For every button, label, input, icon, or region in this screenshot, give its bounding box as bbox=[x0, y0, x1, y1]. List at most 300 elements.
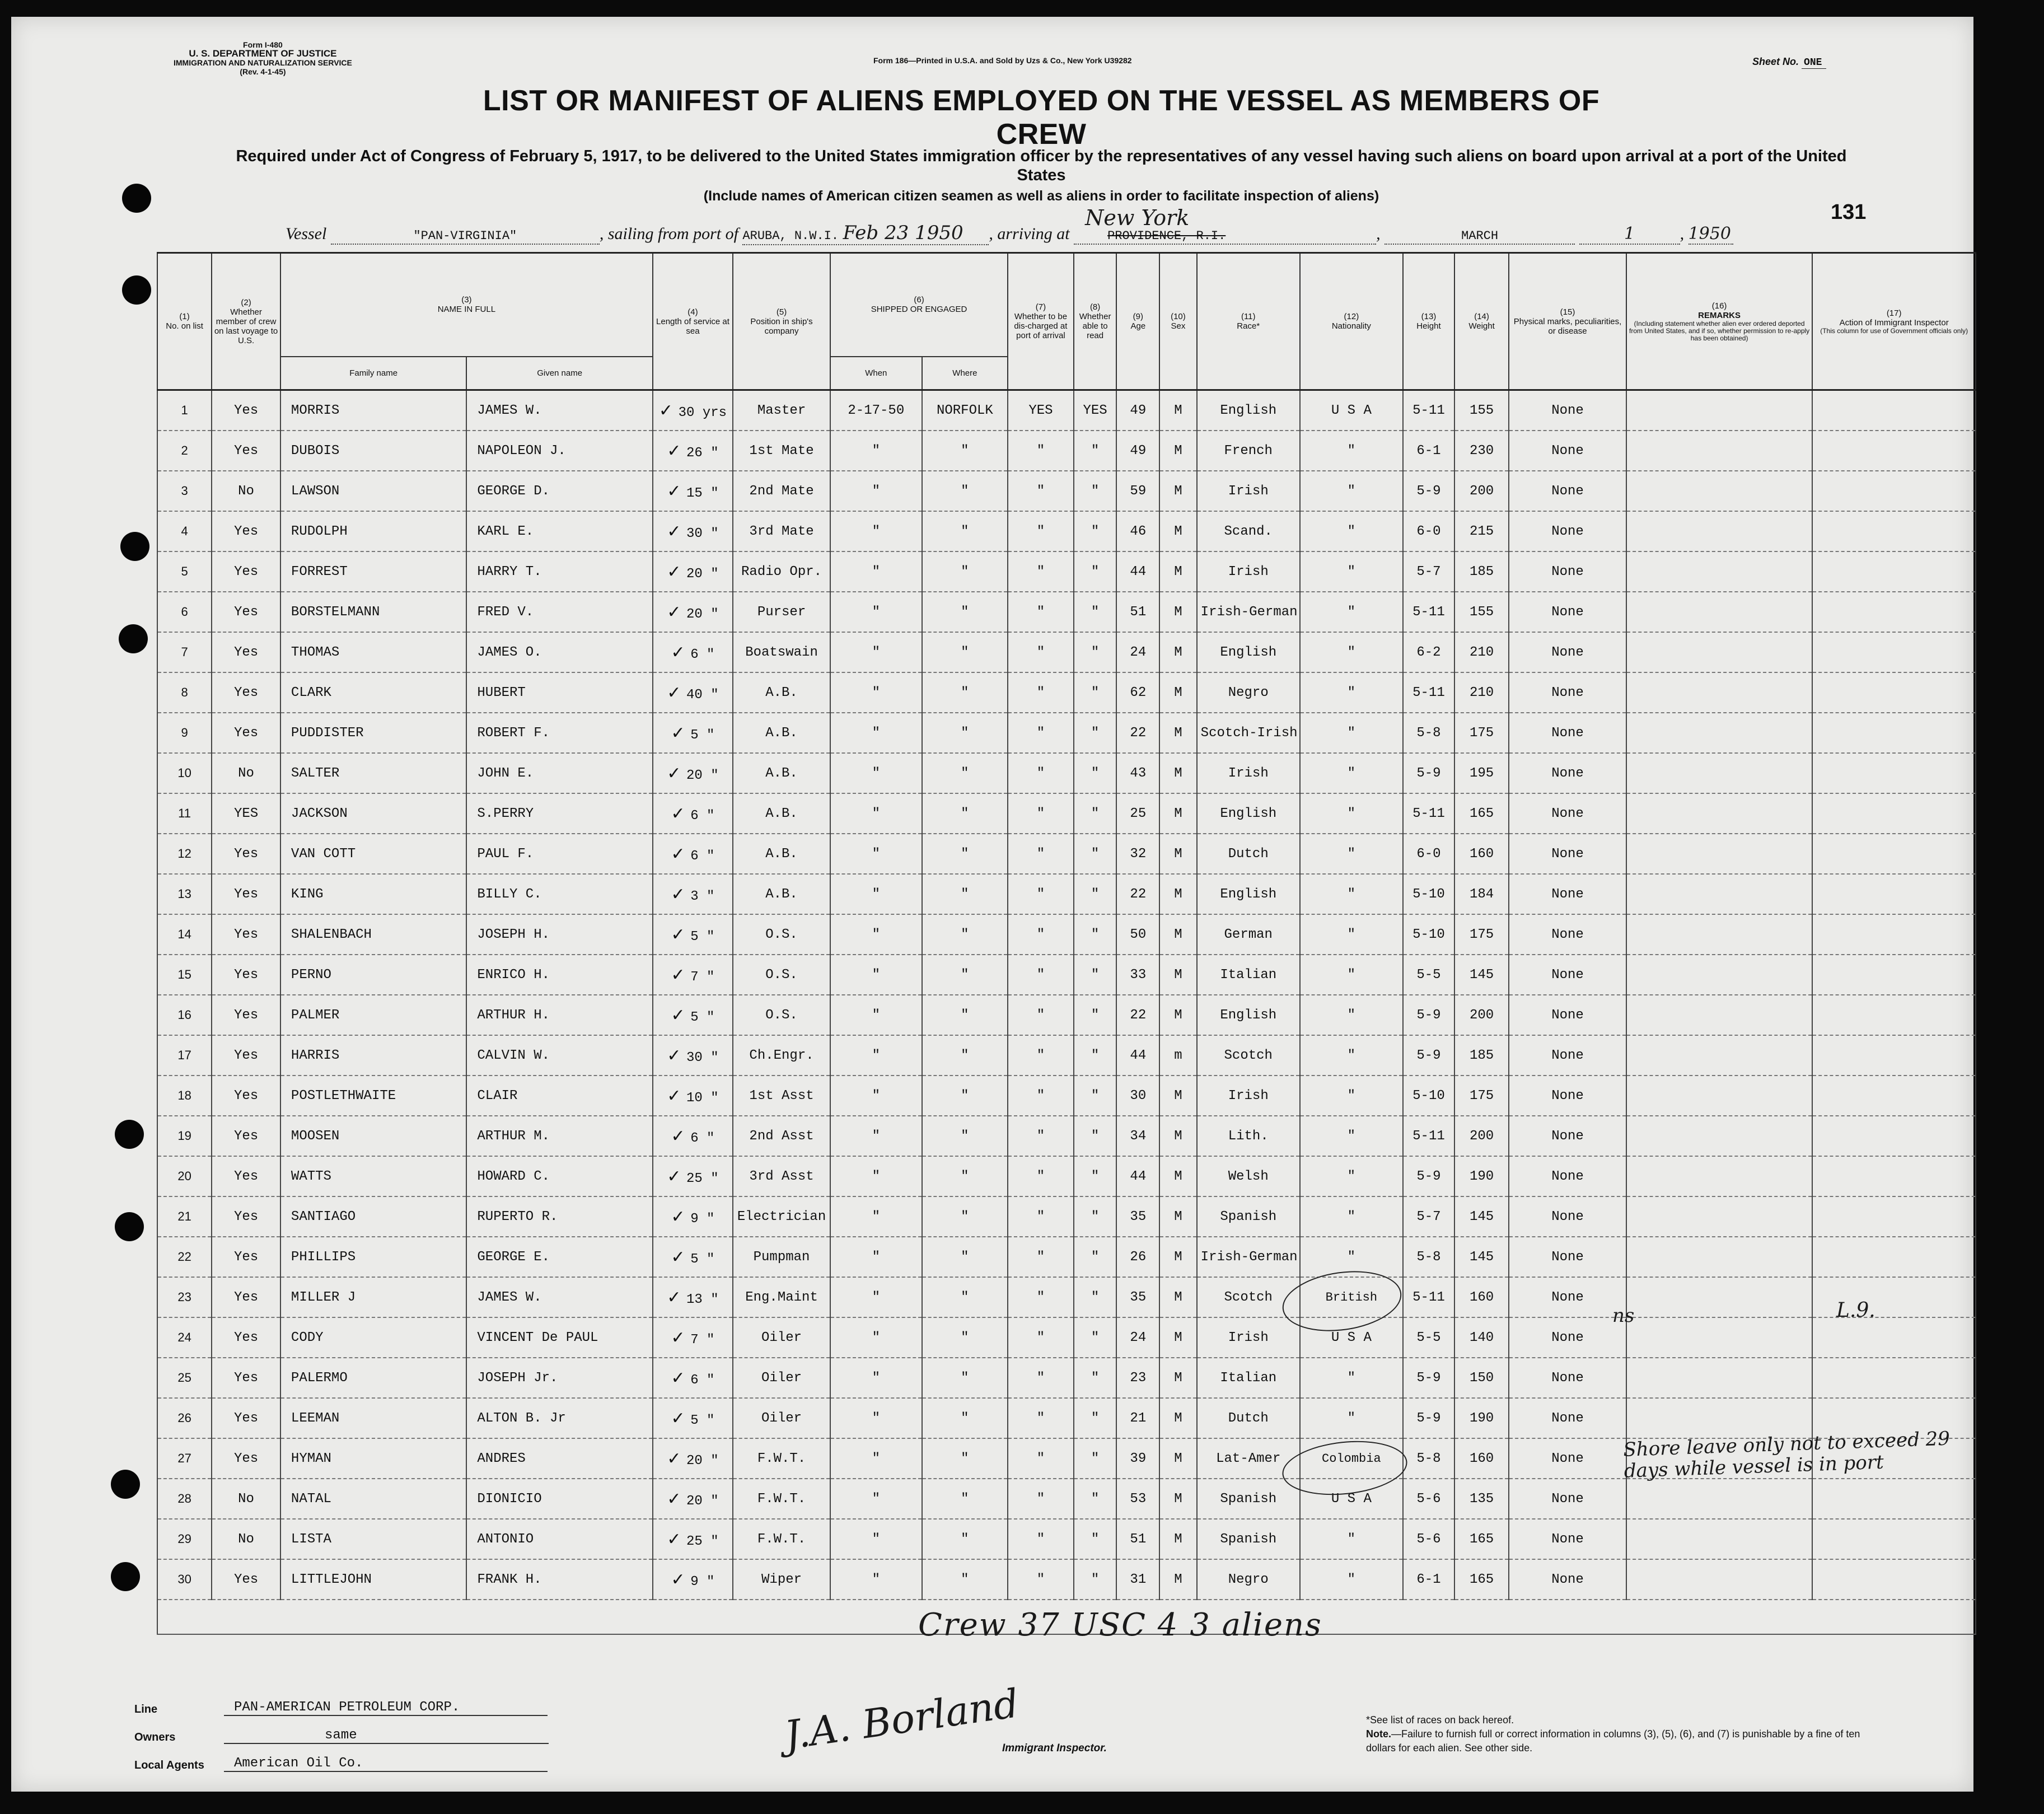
check-mark-icon: ✓ bbox=[667, 481, 687, 501]
race-cell: English bbox=[1197, 874, 1300, 914]
crew-row bbox=[157, 1559, 1976, 1600]
position-cell: 1st Mate bbox=[733, 431, 830, 471]
row-number: 11 bbox=[157, 793, 212, 834]
sex-cell: M bbox=[1159, 592, 1196, 632]
inspector-note: (This column for use of Government officials only) bbox=[1820, 326, 1968, 335]
form-identifier bbox=[174, 40, 352, 76]
position-cell: Boatswain bbox=[733, 632, 830, 672]
shipped-when-cell: " bbox=[830, 1317, 922, 1358]
inspector-action-cell bbox=[1812, 511, 1976, 551]
remarks-cell bbox=[1626, 1156, 1812, 1196]
crew-row bbox=[157, 874, 1976, 914]
service-length-cell bbox=[653, 713, 733, 753]
printer-line: Form 186—Printed in U.S.A. and Sold by Uzs & Co., New York U39282 bbox=[873, 56, 1132, 65]
crew-row bbox=[157, 471, 1976, 511]
punch-hole bbox=[111, 1562, 140, 1591]
inspector-action-cell bbox=[1812, 431, 1976, 471]
row-number: 9 bbox=[157, 713, 212, 753]
weight-cell: 165 bbox=[1454, 1519, 1509, 1559]
check-mark-icon: ✓ bbox=[671, 1005, 691, 1025]
service-length-cell bbox=[653, 1237, 733, 1277]
given-name-cell: ENRICO H. bbox=[466, 955, 652, 995]
row-number: 24 bbox=[157, 1317, 212, 1358]
physical-marks-cell: None bbox=[1509, 1156, 1626, 1196]
service-length-cell bbox=[653, 1398, 733, 1438]
sex-cell: M bbox=[1159, 955, 1196, 995]
row-number: 20 bbox=[157, 1156, 212, 1196]
physical-marks-cell: None bbox=[1509, 1116, 1626, 1156]
service-length-cell bbox=[653, 955, 733, 995]
family-name-cell: VAN COTT bbox=[280, 834, 466, 874]
race-cell: Italian bbox=[1197, 955, 1300, 995]
crew-row bbox=[157, 1237, 1976, 1277]
sex-cell: M bbox=[1159, 471, 1196, 511]
nationality-cell: " bbox=[1300, 431, 1403, 471]
position-cell: Oiler bbox=[733, 1358, 830, 1398]
row-number: 4 bbox=[157, 511, 212, 551]
check-mark-icon: ✓ bbox=[667, 602, 687, 622]
weight-cell: 200 bbox=[1454, 471, 1509, 511]
nationality-cell: " bbox=[1300, 1237, 1403, 1277]
age-cell: 34 bbox=[1116, 1116, 1159, 1156]
race-cell: Dutch bbox=[1197, 1398, 1300, 1438]
given-name-cell: JOSEPH Jr. bbox=[466, 1358, 652, 1398]
race-cell: French bbox=[1197, 431, 1300, 471]
last-voyage-cell: Yes bbox=[212, 1116, 280, 1156]
row-number: 30 bbox=[157, 1559, 212, 1600]
shipped-where-cell: " bbox=[922, 551, 1008, 592]
physical-marks-cell: None bbox=[1509, 955, 1626, 995]
col-header-shipped: SHIPPED OR ENGAGED bbox=[871, 305, 967, 315]
vessel-label: Vessel bbox=[286, 225, 327, 243]
shipped-where-cell: " bbox=[922, 955, 1008, 995]
remarks-cell bbox=[1626, 592, 1812, 632]
given-name-cell: JAMES W. bbox=[466, 1277, 652, 1317]
col-header-physical-marks: Physical marks, peculiarities, or disease bbox=[1513, 316, 1622, 336]
sex-cell: M bbox=[1159, 1479, 1196, 1519]
last-voyage-cell: Yes bbox=[212, 1559, 280, 1600]
physical-marks-cell: None bbox=[1509, 632, 1626, 672]
shipped-where-cell: " bbox=[922, 995, 1008, 1035]
service-length-value: 5 " bbox=[690, 1009, 715, 1025]
col-header-number: No. on list bbox=[166, 321, 203, 331]
check-mark-icon: ✓ bbox=[671, 1247, 691, 1267]
remarks-cell bbox=[1626, 471, 1812, 511]
nationality-cell: " bbox=[1300, 672, 1403, 713]
family-name-cell: FORREST bbox=[280, 551, 466, 592]
race-cell: Spanish bbox=[1197, 1196, 1300, 1237]
discharged-cell: " bbox=[1008, 1438, 1074, 1479]
height-cell: 5-11 bbox=[1403, 390, 1454, 431]
nationality-cell: U S A bbox=[1300, 1317, 1403, 1358]
weight-cell: 210 bbox=[1454, 672, 1509, 713]
service-length-cell bbox=[653, 1317, 733, 1358]
service-length-value: 5 " bbox=[690, 929, 715, 945]
weight-cell: 155 bbox=[1454, 592, 1509, 632]
sex-cell: M bbox=[1159, 431, 1196, 471]
remarks-cell bbox=[1626, 1398, 1812, 1438]
height-cell: 5-5 bbox=[1403, 955, 1454, 995]
race-cell: Italian bbox=[1197, 1358, 1300, 1398]
age-cell: 33 bbox=[1116, 955, 1159, 995]
check-mark-icon: ✓ bbox=[671, 884, 691, 904]
last-voyage-cell: Yes bbox=[212, 551, 280, 592]
sheet-number-field bbox=[1752, 56, 1826, 68]
family-name-cell: RUDOLPH bbox=[280, 511, 466, 551]
last-voyage-cell: Yes bbox=[212, 1398, 280, 1438]
physical-marks-cell: None bbox=[1509, 1519, 1626, 1559]
sex-cell: M bbox=[1159, 1438, 1196, 1479]
given-name-cell: PAUL F. bbox=[466, 834, 652, 874]
crew-row bbox=[157, 1479, 1976, 1519]
last-voyage-cell: YES bbox=[212, 793, 280, 834]
service-length-value: 5 " bbox=[690, 1413, 715, 1428]
able-to-read-cell: " bbox=[1074, 1076, 1117, 1116]
service-length-value: 6 " bbox=[690, 808, 715, 824]
crew-row bbox=[157, 1035, 1976, 1076]
inspector-action-cell bbox=[1812, 713, 1976, 753]
service-length-cell bbox=[653, 511, 733, 551]
discharged-cell: " bbox=[1008, 995, 1074, 1035]
height-cell: 5-6 bbox=[1403, 1519, 1454, 1559]
nationality-cell: " bbox=[1300, 1559, 1403, 1600]
weight-cell: 185 bbox=[1454, 551, 1509, 592]
sex-cell: M bbox=[1159, 1237, 1196, 1277]
age-cell: 24 bbox=[1116, 632, 1159, 672]
remarks-cell bbox=[1626, 551, 1812, 592]
given-name-cell: GEORGE D. bbox=[466, 471, 652, 511]
nationality-cell: " bbox=[1300, 592, 1403, 632]
able-to-read-cell: " bbox=[1074, 713, 1117, 753]
physical-marks-cell: None bbox=[1509, 592, 1626, 632]
check-mark-icon: ✓ bbox=[671, 1368, 691, 1388]
service-length-value: 10 " bbox=[686, 1090, 719, 1106]
service-length-cell bbox=[653, 632, 733, 672]
family-name-cell: SHALENBACH bbox=[280, 914, 466, 955]
weight-cell: 190 bbox=[1454, 1156, 1509, 1196]
col-header-race: Race* bbox=[1237, 321, 1260, 331]
inspector-action-cell bbox=[1812, 793, 1976, 834]
line-value: PAN-AMERICAN PETROLEUM CORP. bbox=[224, 1700, 548, 1716]
race-cell: English bbox=[1197, 995, 1300, 1035]
shipped-when-cell: " bbox=[830, 955, 922, 995]
given-name-cell: HUBERT bbox=[466, 672, 652, 713]
service-length-cell bbox=[653, 793, 733, 834]
shipped-where-cell: " bbox=[922, 1559, 1008, 1600]
age-cell: 44 bbox=[1116, 551, 1159, 592]
race-cell: English bbox=[1197, 390, 1300, 431]
able-to-read-cell: " bbox=[1074, 431, 1117, 471]
weight-cell: 210 bbox=[1454, 632, 1509, 672]
col-header-service: Length of service at sea bbox=[656, 316, 729, 336]
physical-marks-cell: None bbox=[1509, 431, 1626, 471]
physical-marks-cell: None bbox=[1509, 1398, 1626, 1438]
service-length-value: 30 " bbox=[686, 1050, 719, 1065]
remarks-cell bbox=[1626, 1317, 1812, 1358]
age-cell: 43 bbox=[1116, 753, 1159, 793]
sex-cell: m bbox=[1159, 1035, 1196, 1076]
able-to-read-cell: " bbox=[1074, 1358, 1117, 1398]
family-name-cell: HYMAN bbox=[280, 1438, 466, 1479]
shipped-when-cell: " bbox=[830, 1479, 922, 1519]
physical-marks-cell: None bbox=[1509, 672, 1626, 713]
race-cell: Spanish bbox=[1197, 1519, 1300, 1559]
race-cell: Irish-German bbox=[1197, 1237, 1300, 1277]
remarks-cell bbox=[1626, 995, 1812, 1035]
race-cell: Scotch bbox=[1197, 1035, 1300, 1076]
crew-row bbox=[157, 592, 1976, 632]
crew-row bbox=[157, 914, 1976, 955]
able-to-read-cell: " bbox=[1074, 955, 1117, 995]
height-cell: 5-9 bbox=[1403, 1035, 1454, 1076]
nationality-cell: " bbox=[1300, 1035, 1403, 1076]
shipped-when-cell: " bbox=[830, 834, 922, 874]
able-to-read-cell: " bbox=[1074, 1519, 1117, 1559]
given-name-cell: HARRY T. bbox=[466, 551, 652, 592]
punch-hole bbox=[120, 532, 149, 561]
shipped-when-cell: " bbox=[830, 1035, 922, 1076]
crew-row bbox=[157, 431, 1976, 471]
weight-cell: 230 bbox=[1454, 431, 1509, 471]
able-to-read-cell: " bbox=[1074, 995, 1117, 1035]
shipped-when-cell: " bbox=[830, 431, 922, 471]
age-cell: 30 bbox=[1116, 1076, 1159, 1116]
service-length-cell bbox=[653, 1519, 733, 1559]
service-length-cell bbox=[653, 834, 733, 874]
height-cell: 5-9 bbox=[1403, 753, 1454, 793]
service-length-cell bbox=[653, 1035, 733, 1076]
inspector-action-cell bbox=[1812, 995, 1976, 1035]
shipped-where-cell: " bbox=[922, 672, 1008, 713]
sex-cell: M bbox=[1159, 995, 1196, 1035]
race-cell: Irish-German bbox=[1197, 592, 1300, 632]
discharged-cell: " bbox=[1008, 1398, 1074, 1438]
height-cell: 6-0 bbox=[1403, 511, 1454, 551]
family-name-cell: SALTER bbox=[280, 753, 466, 793]
shipped-where-cell: " bbox=[922, 793, 1008, 834]
inspector-action-cell bbox=[1812, 753, 1976, 793]
shipped-where-cell: " bbox=[922, 914, 1008, 955]
row-number: 10 bbox=[157, 753, 212, 793]
department-name: U. S. DEPARTMENT OF JUSTICE bbox=[189, 48, 337, 59]
action-handwritten-row23: L.9. bbox=[1836, 1299, 1875, 1322]
inspector-action-cell bbox=[1812, 1317, 1976, 1358]
physical-marks-cell: None bbox=[1509, 1237, 1626, 1277]
inspector-action-cell bbox=[1812, 1076, 1976, 1116]
crew-row bbox=[157, 1116, 1976, 1156]
crew-row bbox=[157, 1317, 1976, 1358]
sheet-no-label: Sheet No. bbox=[1752, 56, 1799, 67]
shipped-when-cell: " bbox=[830, 1559, 922, 1600]
age-cell: 23 bbox=[1116, 1358, 1159, 1398]
able-to-read-cell: " bbox=[1074, 1237, 1117, 1277]
physical-marks-cell: None bbox=[1509, 753, 1626, 793]
shipped-when-cell: " bbox=[830, 511, 922, 551]
sex-cell: M bbox=[1159, 511, 1196, 551]
able-to-read-cell: " bbox=[1074, 672, 1117, 713]
weight-cell: 200 bbox=[1454, 995, 1509, 1035]
arriving-label: arriving at bbox=[997, 225, 1070, 243]
shipped-where-cell: " bbox=[922, 1237, 1008, 1277]
service-length-value: 5 " bbox=[690, 727, 715, 743]
last-voyage-cell: Yes bbox=[212, 834, 280, 874]
remarks-cell bbox=[1626, 1237, 1812, 1277]
position-cell: O.S. bbox=[733, 914, 830, 955]
remarks-cell bbox=[1626, 390, 1812, 431]
weight-cell: 215 bbox=[1454, 511, 1509, 551]
page-title: LIST OR MANIFEST OF ALIENS EMPLOYED ON THE VESSEL AS MEMBERS OF CREW bbox=[483, 85, 1600, 151]
given-name-cell: S.PERRY bbox=[466, 793, 652, 834]
family-name-cell: POSTLETHWAITE bbox=[280, 1076, 466, 1116]
footer-notes bbox=[1366, 1713, 1870, 1755]
last-voyage-cell: Yes bbox=[212, 1076, 280, 1116]
service-length-cell bbox=[653, 1076, 733, 1116]
able-to-read-cell: " bbox=[1074, 1559, 1117, 1600]
physical-marks-cell: None bbox=[1509, 995, 1626, 1035]
discharged-cell: " bbox=[1008, 431, 1074, 471]
age-cell: 21 bbox=[1116, 1398, 1159, 1438]
row-number: 21 bbox=[157, 1196, 212, 1237]
service-length-value: 40 " bbox=[686, 687, 719, 703]
height-cell: 5-11 bbox=[1403, 1116, 1454, 1156]
departure-port: ARUBA, N.W.I. bbox=[742, 229, 839, 243]
check-mark-icon: ✓ bbox=[667, 521, 687, 541]
nationality-cell: " bbox=[1300, 955, 1403, 995]
sex-cell: M bbox=[1159, 1156, 1196, 1196]
height-cell: 5-7 bbox=[1403, 1196, 1454, 1237]
given-name-cell: GEORGE E. bbox=[466, 1237, 652, 1277]
row-number: 28 bbox=[157, 1479, 212, 1519]
crew-row bbox=[157, 793, 1976, 834]
discharged-cell: " bbox=[1008, 1076, 1074, 1116]
shipped-where-cell: " bbox=[922, 1076, 1008, 1116]
race-cell: Irish bbox=[1197, 753, 1300, 793]
check-mark-icon: ✓ bbox=[671, 1207, 691, 1227]
able-to-read-cell: " bbox=[1074, 1277, 1117, 1317]
weight-cell: 145 bbox=[1454, 1196, 1509, 1237]
given-name-cell: DIONICIO bbox=[466, 1479, 652, 1519]
family-name-cell: KING bbox=[280, 874, 466, 914]
nationality-cell: " bbox=[1300, 1116, 1403, 1156]
inspector-action-cell bbox=[1812, 672, 1976, 713]
sailing-date: Feb 23 1950 bbox=[843, 222, 963, 244]
last-voyage-cell: Yes bbox=[212, 995, 280, 1035]
given-name-cell: JAMES W. bbox=[466, 390, 652, 431]
discharged-cell: " bbox=[1008, 1559, 1074, 1600]
weight-cell: 175 bbox=[1454, 713, 1509, 753]
remarks-note: (Including statement whether alien ever ordered deported from United States, and if so, whether permission to re-apply has been obtained) bbox=[1629, 319, 1810, 342]
physical-marks-cell: None bbox=[1509, 713, 1626, 753]
check-mark-icon: ✓ bbox=[667, 682, 687, 703]
family-name-cell: LAWSON bbox=[280, 471, 466, 511]
row-number: 5 bbox=[157, 551, 212, 592]
service-length-value: 25 " bbox=[686, 1171, 719, 1186]
family-name-cell: PALERMO bbox=[280, 1358, 466, 1398]
position-cell: 2nd Asst bbox=[733, 1116, 830, 1156]
col-header-last-voyage: Whether member of crew on last voyage to U.S. bbox=[214, 307, 278, 345]
voyage-line: Vessel "PAN-VIRGINIA" , sailing from port of ARUBA, N.W.I. Feb 23 1950 , arriving at New York PROVIDENCE, R.I. , MARCH 1 , 1950 bbox=[286, 222, 1909, 244]
given-name-cell: ARTHUR M. bbox=[466, 1116, 652, 1156]
race-cell: English bbox=[1197, 632, 1300, 672]
race-cell: English bbox=[1197, 793, 1300, 834]
service-length-cell bbox=[653, 1156, 733, 1196]
nationality-cell: " bbox=[1300, 632, 1403, 672]
race-cell: Negro bbox=[1197, 672, 1300, 713]
position-cell: Electrician bbox=[733, 1196, 830, 1237]
race-cell: Lith. bbox=[1197, 1116, 1300, 1156]
shipped-when-cell: " bbox=[830, 471, 922, 511]
family-name-cell: DUBOIS bbox=[280, 431, 466, 471]
col-header-inspector-action: Action of Immigrant Inspector bbox=[1839, 317, 1949, 328]
shipped-where-cell: NORFOLK bbox=[922, 390, 1008, 431]
physical-marks-cell: None bbox=[1509, 1438, 1626, 1479]
last-voyage-cell: Yes bbox=[212, 1156, 280, 1196]
service-length-cell bbox=[653, 1196, 733, 1237]
form-revision: (Rev. 4-1-45) bbox=[240, 67, 286, 76]
remarks-cell bbox=[1626, 632, 1812, 672]
last-voyage-cell: Yes bbox=[212, 672, 280, 713]
physical-marks-cell: None bbox=[1509, 874, 1626, 914]
position-cell: O.S. bbox=[733, 955, 830, 995]
able-to-read-cell: " bbox=[1074, 874, 1117, 914]
age-cell: 50 bbox=[1116, 914, 1159, 955]
family-name-cell: PHILLIPS bbox=[280, 1237, 466, 1277]
given-name-cell: JOSEPH H. bbox=[466, 914, 652, 955]
last-voyage-cell: No bbox=[212, 1479, 280, 1519]
sex-cell: M bbox=[1159, 1076, 1196, 1116]
position-cell: Pumpman bbox=[733, 1237, 830, 1277]
col-header-sex: Sex bbox=[1171, 321, 1186, 331]
sex-cell: M bbox=[1159, 713, 1196, 753]
row-number: 23 bbox=[157, 1277, 212, 1317]
punch-hole bbox=[119, 624, 148, 653]
service-length-value: 20 " bbox=[686, 1453, 719, 1469]
sex-cell: M bbox=[1159, 1317, 1196, 1358]
position-cell: Ch.Engr. bbox=[733, 1035, 830, 1076]
col-header-name: NAME IN FULL bbox=[437, 305, 496, 315]
shipped-where-cell: " bbox=[922, 511, 1008, 551]
shipped-where-cell: " bbox=[922, 834, 1008, 874]
last-voyage-cell: Yes bbox=[212, 511, 280, 551]
nationality-cell: " bbox=[1300, 1358, 1403, 1398]
col-header-where: Where bbox=[922, 357, 1008, 390]
able-to-read-cell: " bbox=[1074, 1196, 1117, 1237]
inspector-action-cell bbox=[1812, 834, 1976, 874]
weight-cell: 175 bbox=[1454, 914, 1509, 955]
age-cell: 59 bbox=[1116, 471, 1159, 511]
nationality-cell: Colombia bbox=[1300, 1438, 1403, 1479]
remarks-cell bbox=[1626, 1479, 1812, 1519]
weight-cell: 145 bbox=[1454, 1237, 1509, 1277]
physical-marks-cell: None bbox=[1509, 1559, 1626, 1600]
sex-cell: M bbox=[1159, 1358, 1196, 1398]
punch-hole bbox=[122, 184, 151, 213]
punch-hole bbox=[115, 1212, 144, 1241]
position-cell: 3rd Asst bbox=[733, 1156, 830, 1196]
discharged-cell: " bbox=[1008, 1196, 1074, 1237]
discharged-cell: " bbox=[1008, 955, 1074, 995]
col-header-nationality: Nationality bbox=[1331, 321, 1371, 331]
shipped-when-cell: " bbox=[830, 1156, 922, 1196]
service-length-cell bbox=[653, 1277, 733, 1317]
inspector-action-cell bbox=[1812, 390, 1976, 431]
inspector-action-cell bbox=[1812, 632, 1976, 672]
service-length-value: 30 " bbox=[686, 526, 719, 541]
crew-row bbox=[157, 995, 1976, 1035]
able-to-read-cell: " bbox=[1074, 753, 1117, 793]
given-name-cell: BILLY C. bbox=[466, 874, 652, 914]
shipped-where-cell: " bbox=[922, 1035, 1008, 1076]
